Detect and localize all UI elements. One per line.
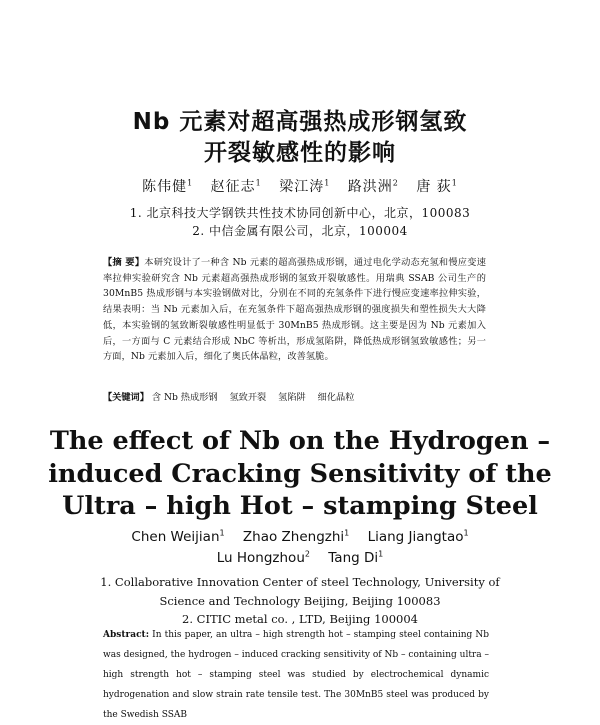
chinese-author: 梁江涛$^1$ (279, 178, 331, 195)
chinese-author: 陈伟健$^1$ (142, 178, 194, 195)
chinese-affiliation-1: 1. 北京科技大学钢铁共性技术协同创新中心，北京，100083 (129, 206, 471, 220)
english-author: Tang Di$^1$ (328, 549, 384, 566)
chinese-title-line-1: Nb 元素对超高强热成形钢氢致 (132, 109, 468, 135)
english-abstract (103, 625, 489, 725)
chinese-author: 唐 荻$^1$ (416, 178, 458, 195)
english-affiliation-line-3: 2. CITIC metal co. , LTD, Beijing 100004 (182, 612, 418, 626)
english-author-list-line-1 (0, 528, 600, 545)
chinese-author: 路洪洲$^2$ (347, 178, 399, 195)
english-abstract-label: Abstract: (103, 630, 150, 640)
english-author: Liang Jiangtao$^1$ (367, 528, 469, 545)
chinese-title-line-2: 开裂敏感性的影响 (204, 140, 396, 166)
english-affiliation-line-1: 1. Collaborative Innovation Center of steel Technology, University of (100, 575, 500, 589)
english-title-line-3: Ultra – high Hot – stamping Steel (62, 491, 538, 521)
chinese-author-list (0, 176, 600, 196)
english-title-line-1: The effect of Nb on the Hydrogen – (49, 426, 551, 456)
english-author-list-line-2 (0, 549, 600, 566)
chinese-author: 赵征志$^1$ (210, 178, 262, 195)
chinese-abstract-text: 本研究设计了一种含 Nb 元素的超高强热成形钢，通过电化学动态充氢和慢应变速率拉伸实验研究含 Nb 元素超高强热成形钢的氢致开裂敏感性。用瑞典 SSAB 公司生产的 30MnB5 热成形钢与本实验钢做对比，分别在不同的充氢条件下进行慢应变速率拉伸实验，结果表明：当 Nb 元素加入后，在充氢条件下超高强热成形钢的强度损失和塑性损失大大降低，本实验钢的氢致断裂敏感性明显低于 30MnB5 热成形钢。这主要是因为 Nb 元素加入后，一方面与 C 元素结合形成 NbC 等析出，形成氢陷阱，降低热成形钢氢致敏感性；另一方面，Nb 元素加入后，细化了奥氏体晶粒，改善氢脆。 (103, 257, 486, 363)
keyword: 氢致开裂 (229, 392, 267, 403)
chinese-keywords (103, 390, 486, 405)
chinese-keywords-label: 【关键词】 (103, 392, 149, 403)
english-author: Lu Hongzhou$^2$ (216, 549, 310, 566)
english-author: Chen Weijian$^1$ (131, 528, 225, 545)
keyword: 氢陷阱 (278, 392, 306, 403)
keyword: 细化晶粒 (317, 392, 355, 403)
chinese-abstract-label: 【摘 要】 (103, 257, 145, 268)
english-title-line-2: induced Cracking Sensitivity of the (48, 459, 552, 489)
english-affiliation-line-2: Science and Technology Beijing, Beijing 100083 (159, 594, 441, 608)
english-abstract-text: In this paper, an ultra – high strength hot – stamping steel containing Nb was designed, the hydrogen – induced cracking sensitivity of Nb – containing ultra – high strength hot – stamping steel was studied by electrochemical dynamic hydrogenation and slow strain rate tensile test. The 30MnB5 steel was produced by the Swedish SSAB (103, 630, 489, 720)
chinese-abstract (103, 255, 486, 365)
keyword: 含 Nb 热成形钢 (151, 392, 218, 403)
chinese-affiliation-2: 2. 中信金属有限公司，北京，100004 (192, 224, 408, 238)
english-author: Zhao Zhengzhi$^1$ (242, 528, 350, 545)
